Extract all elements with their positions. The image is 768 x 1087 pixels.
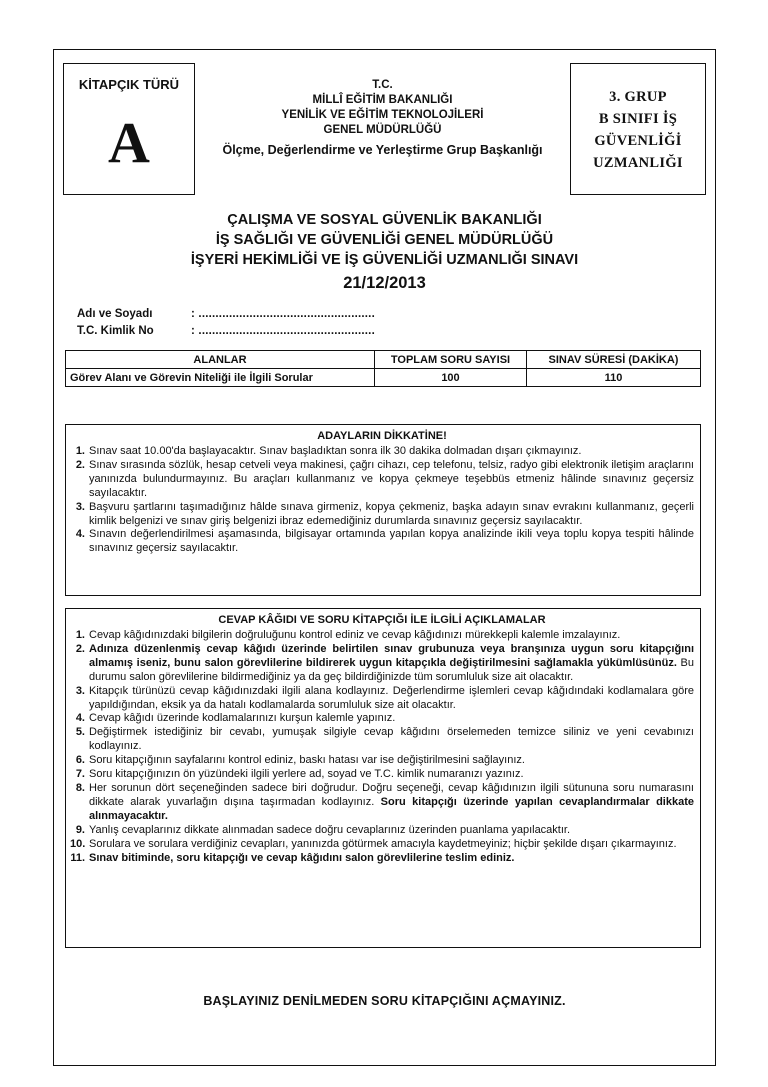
exam-title	[53, 210, 716, 293]
table-cell: Görev Alanı ve Görevin Niteliği ile İlgili Sorular	[66, 369, 375, 387]
id-row	[77, 325, 375, 337]
ministry-line: YENİLİK VE EĞİTİM TEKNOLOJİLERİ	[281, 109, 484, 121]
item-text: Kitapçık türünüzü cevap kâğıdınızdaki ilgili alana kodlayınız. Değerlendirme işlemleri cevap kâğıdındaki kodlamalara göre yapıldığından, eksik ya da hatalı kodlamalarda sorumluluk size ait olacaktır.	[89, 684, 694, 711]
list-item	[70, 712, 694, 726]
areas-table	[65, 350, 701, 387]
list-item	[70, 501, 694, 529]
group-line: GÜVENLİĞİ	[594, 133, 682, 149]
item-number: 11.	[70, 851, 85, 864]
department-name: Ölçme, Değerlendirme ve Yerleştirme Grup Başkanlığı	[222, 143, 543, 157]
item-text: Sınav sırasında sözlük, hesap cetveli veya makinesi, çağrı cihazı, cep telefonu, telsiz, radyo gibi elektronik iletişim araçlarını yanınızda bulundurmayınız. Bu araçları kullanmanız ve kopya çekmeye teşebbüs etmeniz hâlinde sınavınız geçersiz sayılacaktır.	[89, 458, 694, 499]
list-item	[70, 824, 694, 838]
list-item	[70, 685, 694, 713]
list-item	[70, 643, 694, 685]
ministry-line: T.C.	[372, 79, 393, 91]
table-cell: 110	[527, 369, 701, 387]
item-text: Sınavın değerlendirilmesi aşamasında, bilgisayar ortamında yapılan kopya analizinde ikili veya toplu kopya tespiti hâlinde sınavınız geçersiz sayılacaktır.	[89, 528, 694, 555]
item-text: Cevap kâğıdı üzerinde kodlamalarınızı kurşun kalemle yapınız.	[89, 712, 396, 725]
list-item	[70, 838, 694, 852]
item-text: Başvuru şartlarını taşımadığınız hâlde sınava girmeniz, kopya çekmeniz, başka adayın sınav evrakını kullanmanız, geçerli kimlik belgenizi ve sınav giriş belgenizi ibraz edemediğiniz durumlarda sınavınız geçersiz sayılacaktır.	[89, 500, 694, 527]
item-text: Yanlış cevaplarınız dikkate alınmadan sadece doğru cevaplarınız üzerinden puanlama yapılacaktır.	[89, 823, 571, 836]
item-number: 1.	[75, 629, 85, 641]
item-text: Her sorunun dört seçeneğinden sadece biri doğrudur. Doğru seçeneği, cevap kâğıdınızın ilgili sütununa soru numarasını dikkate alarak yuvarlağın dışına taşırmadan kodlayınız.	[89, 781, 694, 808]
item-number: 2.	[75, 642, 85, 655]
column-header: ALANLAR	[66, 351, 375, 369]
title-line: İŞYERİ HEKİMLİĞİ VE İŞ GÜVENLİĞİ UZMANLIĞI SINAVI	[190, 252, 579, 268]
title-line: İŞ SAĞLIĞI VE GÜVENLİĞİ GENEL MÜDÜRLÜĞÜ	[215, 232, 554, 248]
item-number: 3.	[75, 684, 85, 697]
footer-warning: BAŞLAYINIZ DENİLMEDEN SORU KİTAPÇIĞINI AÇMAYINIZ.	[203, 994, 566, 1008]
item-number: 4.	[75, 712, 85, 725]
list-item	[70, 768, 694, 782]
list-item	[70, 528, 694, 556]
booklet-type-letter: A	[108, 110, 150, 175]
list-item	[70, 782, 694, 824]
ministry-header	[195, 78, 570, 158]
table-cell: 100	[375, 369, 527, 387]
table-header-row	[66, 351, 701, 369]
group-line: B SINIFI İŞ	[598, 111, 678, 127]
id-number-field[interactable]: : ....................................................	[191, 325, 375, 337]
booklet-type-box	[63, 63, 195, 195]
booklet-type-label: KİTAPÇIK TÜRÜ	[78, 77, 180, 92]
group-line: UZMANLIĞI	[593, 155, 683, 171]
item-number: 2.	[75, 458, 85, 471]
attention-list	[70, 445, 694, 556]
item-text: Değiştirmek istediğiniz bir cevabı, yumuşak silgiyle cevap kâğıdını örselemeden temizce siliniz ve yeni cevabınızı kodlayınız.	[89, 726, 694, 753]
item-number: 3.	[75, 500, 85, 513]
item-text: Soru kitapçığınızın ön yüzündeki ilgili yerlere ad, soyad ve T.C. kimlik numaranızı yazınız.	[89, 768, 524, 781]
group-line: 3. GRUP	[609, 89, 667, 105]
item-number: 9.	[75, 823, 85, 836]
table-row	[66, 369, 701, 387]
exam-group-box	[570, 63, 706, 195]
item-text: Cevap kâğıdınızdaki bilgilerin doğruluğunu kontrol ediniz ve cevap kâğıdınızı mürekkepli kalemle imzalayınız.	[89, 629, 621, 641]
ministry-line: MİLLÎ EĞİTİM BAKANLIĞI	[312, 94, 453, 106]
list-item	[70, 459, 694, 501]
list-item	[70, 852, 694, 866]
attention-title: ADAYLARIN DİKKATİNE!	[317, 430, 447, 442]
item-text: Bu durumu salon görevlilerine bildirmediğiniz ya da geç bildirdiğinizde tüm sorumluluk size ait olacaktır.	[89, 656, 694, 683]
exam-date: 21/12/2013	[343, 274, 426, 292]
title-line: ÇALIŞMA VE SOSYAL GÜVENLİK BAKANLIĞI	[227, 212, 542, 228]
item-number: 10.	[70, 837, 86, 850]
column-header: SINAV SÜRESİ (DAKİKA)	[527, 351, 701, 369]
item-number: 6.	[75, 754, 85, 767]
item-bold-text: Adınıza düzenlenmiş cevap kâğıdı üzerinde belirtilen sınav grubunuza veya branşınıza uygun soru kitapçığını almamış iseniz, bunu salon görevlilerine bildirerek uygun kitapçıkla değiştirilmesini sağlamakla yükümlüsünüz.	[89, 642, 694, 669]
list-item	[70, 754, 694, 768]
item-text: Sorulara ve sorulara verdiğiniz cevapları, yanınızda götürmek amacıyla kaydetmeyiniz; hiçbir şekilde dışarı çıkarmayınız.	[89, 837, 677, 850]
list-item	[70, 629, 694, 643]
item-text: Soru kitapçığının sayfalarını kontrol ediniz, baskı hatası var ise değiştirilmesini sağlayınız.	[89, 754, 525, 767]
attention-box	[65, 424, 701, 596]
item-number: 1.	[75, 445, 85, 457]
explanations-list	[70, 629, 694, 865]
item-text: Sınav saat 10.00'da başlayacaktır. Sınav başladıktan sonra ilk 30 dakika dolmadan dışarı çıkmayınız.	[89, 445, 582, 457]
ministry-line: GENEL MÜDÜRLÜĞÜ	[323, 124, 442, 136]
name-row	[77, 308, 375, 320]
item-number: 5.	[75, 726, 85, 739]
list-item	[70, 726, 694, 754]
column-header: TOPLAM SORU SAYISI	[375, 351, 527, 369]
list-item	[70, 445, 694, 459]
item-number: 8.	[75, 781, 85, 794]
item-bold-text: Sınav bitiminde, soru kitapçığı ve cevap kâğıdını salon görevlilerine teslim ediniz.	[89, 851, 515, 864]
explanations-box	[65, 608, 701, 948]
item-number: 7.	[75, 768, 85, 781]
name-field[interactable]: : ....................................................	[191, 308, 375, 320]
name-label: Adı ve Soyadı	[77, 308, 153, 320]
exam-group-text	[571, 86, 705, 174]
explanations-title: CEVAP KÂĞIDI VE SORU KİTAPÇIĞI İLE İLGİLİ AÇIKLAMALAR	[218, 614, 546, 626]
id-number-label: T.C. Kimlik No	[77, 325, 154, 337]
item-number: 4.	[75, 528, 85, 541]
item-bold-text: Soru kitapçığı üzerinde yapılan cevaplandırmalar dikkate alınmayacaktır.	[89, 795, 694, 822]
